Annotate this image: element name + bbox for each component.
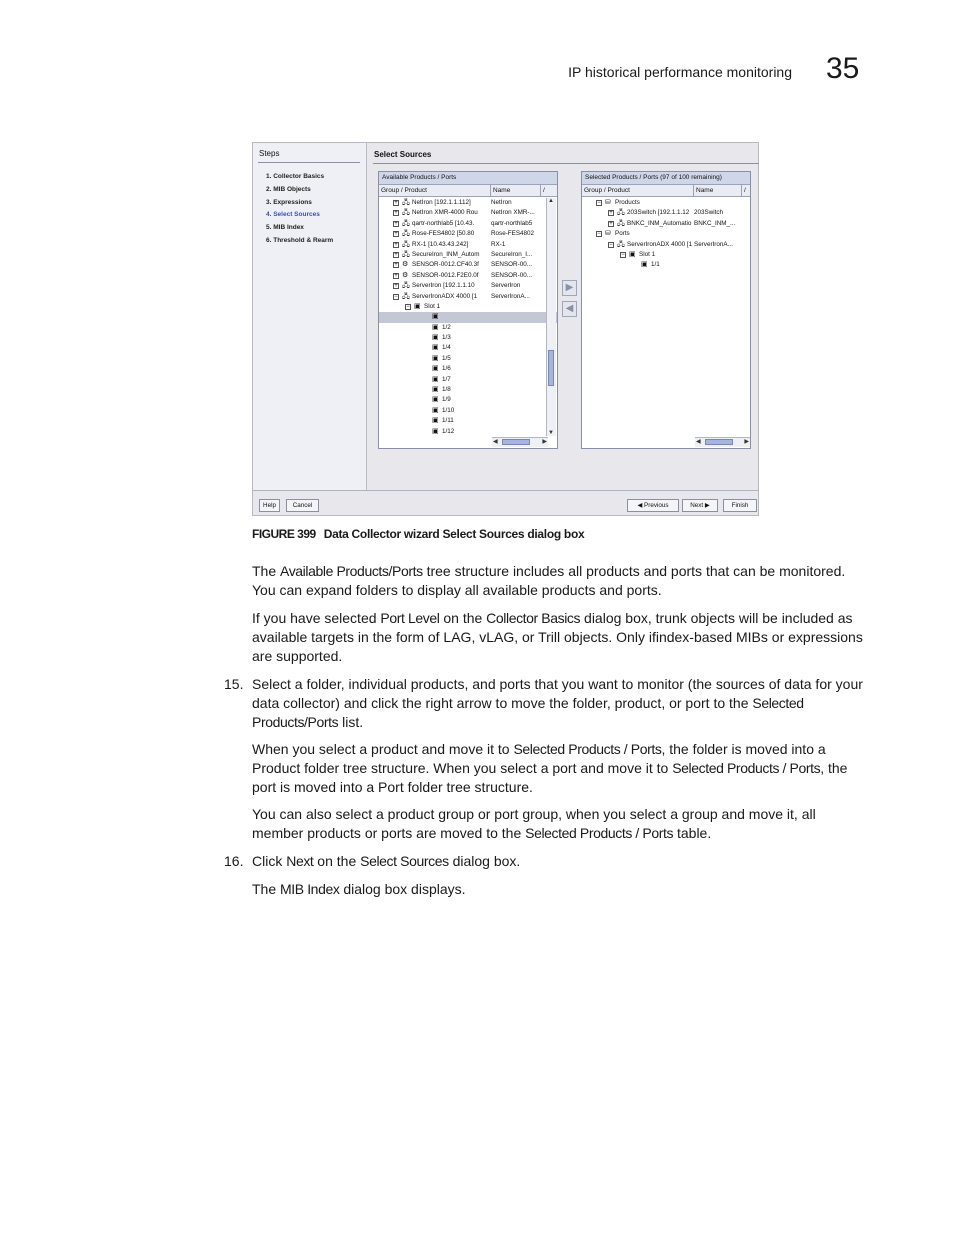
next-button[interactable]: [682, 499, 718, 512]
figure-caption-text: Data Collector wizard Select Sources dialog box: [323, 527, 585, 541]
tree-label: ServerIron [192.1.1.10: [412, 282, 475, 290]
slot-icon: ▣: [414, 302, 421, 310]
sensor-icon: ⚙: [402, 271, 409, 279]
tree-label: Slot 1: [639, 250, 656, 258]
expand-icon[interactable]: +: [394, 200, 398, 206]
text: , the folder is moved into a Product folder tree structure. When you select a port and move it to: [252, 741, 826, 776]
column-separator: [693, 185, 694, 196]
move-right-button[interactable]: ▶: [562, 280, 577, 296]
tree-name-cell: SENSOR-00...: [491, 261, 532, 269]
main-title: Select Sources: [374, 150, 432, 159]
step-number: 16.: [224, 853, 244, 869]
available-panel-title: Available Products / Ports: [379, 172, 557, 185]
expand-icon[interactable]: +: [394, 283, 398, 290]
tree-row[interactable]: [379, 198, 557, 208]
tree-row[interactable]: [379, 354, 557, 364]
horizontal-scrollbar[interactable]: [492, 437, 548, 447]
tree-row[interactable]: [582, 198, 750, 208]
product-icon: 🖧: [617, 219, 625, 227]
ui-term: Port Level: [380, 610, 440, 626]
product-icon: 🖧: [402, 282, 410, 290]
available-products-panel: [378, 171, 558, 449]
paragraph: [252, 880, 870, 899]
tree-label: Rose-FES4802 [50.80: [412, 230, 475, 238]
tree-row[interactable]: [379, 364, 557, 374]
tree-label: SecureIron_INM_Autom: [412, 250, 480, 258]
port-icon: ▣: [432, 354, 439, 362]
text: tree structure includes all products and ports that can be monitored. You can expand folders to display all available products and ports.: [252, 563, 846, 598]
tree-label: 1/12: [442, 427, 455, 435]
product-icon: 🖧: [617, 209, 625, 217]
available-column-header: [379, 185, 557, 197]
step-16-text: [252, 852, 870, 871]
text: You can also select a product group or port group, when you select a group and move it, all member products or ports are moved to the: [252, 806, 816, 841]
tree-label: 1/10: [442, 406, 455, 414]
tree-name-cell: ServerIron: [491, 282, 521, 290]
tree-label: 1/4: [442, 344, 451, 352]
tree-label: 1/5: [442, 354, 451, 362]
tree-name-cell: ServerIronA...: [694, 240, 733, 248]
tree-row[interactable]: [379, 416, 557, 426]
product-icon: 🖧: [402, 209, 410, 217]
scroll-thumb[interactable]: [502, 439, 530, 445]
group-icon: ⛁: [605, 230, 611, 238]
scroll-up-icon[interactable]: ▲: [548, 198, 554, 204]
col-extra[interactable]: /: [744, 187, 746, 194]
horizontal-scrollbar[interactable]: [695, 437, 750, 447]
tree-row[interactable]: [379, 219, 557, 229]
step-item: 3. Expressions: [266, 198, 312, 206]
collapse-icon[interactable]: −: [394, 293, 398, 300]
text: dialog box displays.: [339, 881, 466, 897]
sensor-icon: ⚙: [402, 261, 409, 269]
tree-label: ServerIronADX 4000 [1: [412, 292, 478, 300]
cancel-button[interactable]: Cancel: [286, 499, 319, 512]
column-separator: [490, 185, 491, 196]
selected-panel-title: Selected Products / Ports (97 of 100 remaining): [582, 172, 750, 185]
text: dialog box.: [448, 853, 521, 869]
steps-list: [266, 171, 333, 248]
step-item: 6. Threshold & Rearm: [266, 236, 334, 244]
scroll-right-icon[interactable]: ▶: [542, 439, 547, 445]
collapse-icon[interactable]: −: [597, 231, 601, 238]
chapter-number: 35: [826, 52, 860, 85]
tree-label: 1/9: [442, 396, 451, 404]
tree-row[interactable]: [582, 250, 750, 260]
tree-row[interactable]: [582, 240, 750, 250]
tree-label: 1/8: [442, 386, 451, 394]
steps-sidebar: [253, 143, 367, 490]
text: , the port is moved into a Port folder tree structure.: [252, 759, 848, 795]
ui-term: MIB Index: [280, 881, 340, 897]
step-item: 5. MIB Index: [266, 224, 304, 232]
expand-icon[interactable]: +: [394, 251, 398, 258]
tree-row[interactable]: [582, 219, 750, 229]
tree-name-cell: Rose-FES4802: [491, 230, 535, 238]
col-group-product[interactable]: Group / Product: [381, 187, 427, 194]
available-tree: [379, 198, 557, 437]
tree-name-cell: NetIron: [491, 199, 512, 206]
tree-row[interactable]: [379, 250, 557, 260]
tree-name-cell: SecureIron_I...: [491, 250, 533, 258]
product-icon: 🖧: [402, 250, 410, 258]
tree-label: NetIron XMR-4000 Rou: [412, 209, 478, 217]
tree-row[interactable]: [379, 333, 557, 343]
tree-row[interactable]: [379, 302, 557, 312]
paragraph: [252, 805, 870, 843]
tree-label: RX-1 [10.43.43.242]: [412, 240, 469, 248]
next-label: Next: [690, 502, 704, 509]
expand-icon[interactable]: +: [394, 231, 398, 238]
step-15-text: [252, 675, 870, 731]
tree-row[interactable]: [379, 240, 557, 250]
divider: [373, 163, 759, 164]
tree-name-cell: ServerIronA...: [491, 292, 530, 300]
port-icon: ▣: [432, 396, 439, 404]
scroll-left-icon[interactable]: ◀: [696, 439, 701, 445]
text: on the: [313, 853, 361, 869]
text: table.: [673, 824, 712, 841]
text: If you have selected: [252, 610, 381, 626]
tree-row[interactable]: [582, 208, 750, 218]
tree-name-cell: NetIron XMR-...: [491, 209, 535, 217]
text: When you select a product and move it to: [252, 741, 514, 757]
tree-label: Slot 1: [424, 302, 441, 310]
tree-label: Products: [615, 199, 640, 206]
tree-name-cell: 203Switch: [694, 209, 724, 217]
previous-button[interactable]: [627, 499, 679, 512]
expand-icon[interactable]: +: [609, 220, 613, 227]
step-item: 1. Collector Basics: [266, 173, 325, 180]
column-separator: [741, 185, 742, 196]
selected-products-panel: [581, 171, 751, 449]
tree-label: BNKC_INM_Automatio: [627, 219, 692, 227]
port-icon: ▣: [432, 375, 439, 383]
select-sources-dialog: [252, 142, 759, 516]
col-group-product[interactable]: Group / Product: [584, 187, 630, 194]
expand-icon[interactable]: +: [394, 272, 398, 279]
port-icon: ▣: [641, 261, 648, 269]
product-icon: 🖧: [402, 292, 410, 300]
tree-row[interactable]: [379, 406, 557, 416]
collapse-icon[interactable]: −: [406, 303, 410, 310]
tree-label: NetIron [192.1.1.112]: [412, 199, 471, 206]
product-icon: 🖧: [402, 230, 410, 238]
tree-label: 1/3: [442, 334, 451, 342]
ui-term: Selected Products / Ports: [525, 824, 674, 841]
previous-icon: ◀: [637, 502, 645, 509]
collapse-icon[interactable]: −: [609, 241, 613, 248]
tree-label: ServerIronADX 4000 [1: [627, 240, 693, 248]
tree-row[interactable]: [379, 375, 557, 385]
product-icon: 🖧: [402, 240, 410, 248]
figure-label: FIGURE 399: [252, 527, 316, 541]
group-icon: ⛁: [605, 199, 611, 206]
previous-label: Previous: [644, 502, 669, 509]
tree-row[interactable]: [379, 385, 557, 395]
tree-label: 203Switch [192.1.1.12: [627, 209, 690, 217]
tree-row[interactable]: [379, 260, 557, 270]
move-left-button[interactable]: ◀: [562, 301, 577, 317]
next-icon: ▶: [703, 502, 710, 509]
col-name[interactable]: Name: [493, 187, 511, 194]
ui-term: Selected Products / Ports: [513, 741, 662, 757]
text: Click: [252, 853, 287, 869]
scroll-right-icon[interactable]: ▶: [744, 439, 749, 445]
selected-tree: [582, 198, 750, 271]
text: Select a folder, individual products, and ports that you want to monitor (the sources of data for your data collector) and click the right arrow to move the folder, product, or port to the: [252, 676, 863, 711]
ui-term: Next: [286, 853, 314, 869]
selected-column-header: [582, 185, 750, 197]
expand-icon[interactable]: +: [609, 210, 613, 217]
tree-label: 1/11: [442, 417, 454, 425]
tree-label: Ports: [615, 230, 630, 238]
text: dialog box, trunk objects will be included as available targets in the form of LAG, vLAG, or Trill objects. Only ifindex-based MIBs or expressions are supported.: [252, 610, 863, 664]
product-icon: 🖧: [617, 240, 625, 248]
tree-label: 1/6: [442, 365, 451, 373]
port-icon: ▣: [432, 344, 439, 352]
tree-name-cell: BNKC_INM_...: [694, 219, 736, 227]
tree-row[interactable]: [582, 229, 750, 239]
port-icon: ▣: [432, 313, 439, 321]
scroll-left-icon[interactable]: ◀: [493, 439, 498, 445]
product-icon: 🖧: [402, 219, 410, 227]
running-header-title: IP historical performance monitoring: [568, 64, 792, 80]
ui-term: Selected Products / Ports: [672, 759, 821, 776]
tree-name-cell: RX-1: [491, 240, 506, 248]
text: The: [252, 881, 281, 897]
tree-row[interactable]: [379, 271, 557, 281]
tree-row[interactable]: [379, 281, 557, 291]
tree-row[interactable]: [379, 208, 557, 218]
expand-icon[interactable]: +: [394, 241, 398, 248]
step-item: 4. Select Sources: [266, 211, 320, 219]
tree-label: 1/2: [442, 323, 451, 331]
port-icon: ▣: [432, 427, 439, 435]
product-icon: 🖧: [402, 199, 410, 206]
tree-row[interactable]: [379, 292, 557, 302]
tree-row[interactable]: [379, 427, 557, 437]
collapse-icon[interactable]: −: [621, 251, 625, 258]
port-icon: ▣: [432, 334, 439, 342]
ui-term: Select Sources: [360, 853, 449, 869]
tree-row[interactable]: [379, 229, 557, 239]
tree-label: SENSOR-0012.F2E0.0f: [412, 271, 479, 279]
text: on the: [439, 610, 487, 626]
scroll-thumb[interactable]: [705, 439, 733, 445]
tree-label: 1/7: [442, 375, 451, 383]
tree-row[interactable]: [379, 312, 557, 322]
collapse-icon[interactable]: −: [597, 200, 601, 206]
tree-label: qartr-northlab5 [10.43.: [412, 219, 475, 227]
step-item: 2. MIB Objects: [266, 185, 311, 193]
paragraph: [252, 740, 870, 796]
step-number: 15.: [224, 676, 244, 692]
text: list.: [338, 713, 364, 730]
tree-name-cell: qartr-northlab5: [491, 219, 533, 227]
port-icon: ▣: [432, 406, 439, 414]
ui-term: Selected Products/Ports: [252, 694, 804, 730]
expand-icon[interactable]: +: [394, 220, 398, 227]
port-icon: ▣: [432, 323, 439, 331]
paragraph: [252, 562, 870, 600]
scroll-thumb[interactable]: [548, 350, 554, 386]
ui-term: Available Products/Ports: [280, 563, 423, 579]
divider: [258, 162, 360, 163]
tree-row[interactable]: [379, 395, 557, 405]
column-separator: [540, 185, 541, 196]
tree-label: 1/1: [651, 261, 660, 269]
help-button[interactable]: Help: [259, 499, 280, 512]
slot-icon: ▣: [629, 250, 636, 258]
col-name[interactable]: Name: [696, 187, 714, 194]
paragraph: [252, 609, 870, 665]
vertical-scrollbar[interactable]: [546, 198, 556, 436]
steps-title: Steps: [259, 149, 280, 158]
footer-divider: [253, 490, 758, 491]
port-icon: ▣: [432, 386, 439, 394]
ui-term: Collector Basics: [486, 610, 581, 626]
col-extra[interactable]: /: [543, 187, 545, 194]
text: The: [252, 563, 281, 579]
tree-row[interactable]: [582, 260, 750, 270]
port-icon: ▣: [432, 365, 439, 373]
tree-name-cell: SENSOR-00...: [491, 271, 532, 279]
tree-row[interactable]: [379, 343, 557, 353]
figure-caption: [252, 527, 584, 541]
port-icon: ▣: [432, 417, 439, 425]
expand-icon[interactable]: +: [394, 262, 398, 269]
tree-label: SENSOR-0012.CF40.3f: [412, 261, 479, 269]
expand-icon[interactable]: +: [394, 210, 398, 217]
finish-button[interactable]: Finish: [723, 499, 757, 512]
scroll-down-icon[interactable]: ▼: [548, 430, 554, 436]
tree-row[interactable]: [379, 323, 557, 333]
